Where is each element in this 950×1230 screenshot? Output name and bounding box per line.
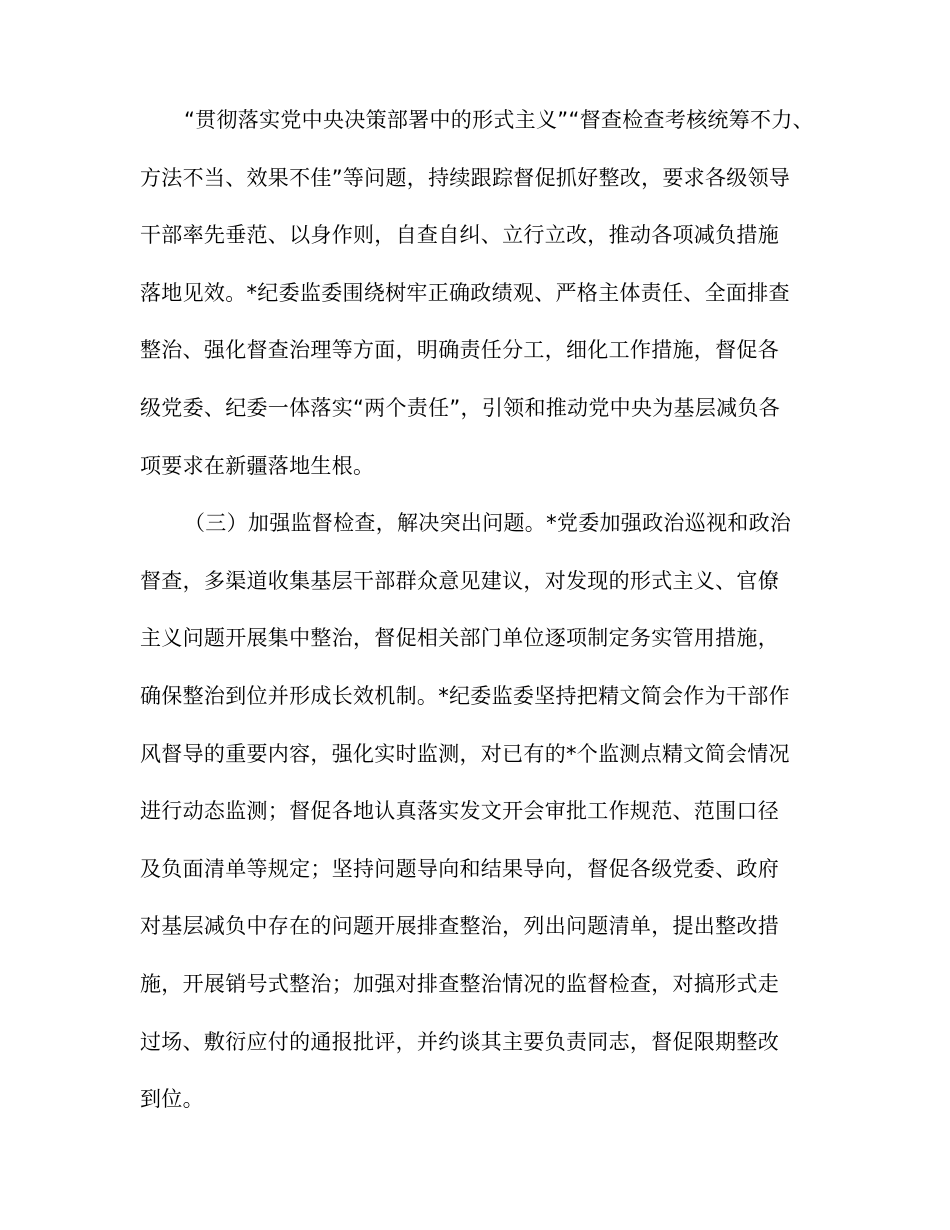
- text-line: 整治、强化督查治理等方面，明确责任分工，细化工作措施，督促各: [140, 338, 779, 363]
- text-line: 进行动态监测；督促各地认真落实发文开会审批工作规范、范围口径: [140, 799, 779, 824]
- section-heading-line: （三）加强监督检查，解决突出问题。*党委加强政治巡视和政治: [184, 511, 792, 536]
- text-line: 到位。: [140, 1087, 204, 1112]
- text-line: 及负面清单等规定；坚持问题导向和结果导向，督促各级党委、政府: [140, 856, 779, 881]
- text-line: 风督导的重要内容，强化实时监测，对已有的*个监测点精文简会情况: [140, 741, 790, 766]
- text-line: 级党委、纪委一体落实“两个责任”，引领和推动党中央为基层减负各: [140, 395, 781, 420]
- text-line: 项要求在新疆落地生根。: [140, 453, 375, 478]
- paragraph-section-three: [140, 495, 820, 1129]
- text-line: 对基层减负中存在的问题开展排查整治，列出问题清单，提出整改措: [140, 914, 779, 939]
- text-line: 方法不当、效果不佳”等问题，持续跟踪督促抓好整改，要求各级领导: [140, 165, 791, 190]
- text-line: “贯彻落实党中央决策部署中的形式主义”“督查检查考核统筹不力、: [184, 108, 814, 132]
- text-line: 施，开展销号式整治；加强对排查整治情况的监督检查，对搞形式走: [140, 971, 779, 996]
- text-line: 督查，多渠道收集基层干部群众意见建议，对发现的形式主义、官僚: [140, 568, 779, 593]
- text-line: 落地见效。*纪委监委围绕树牢正确政绩观、严格主体责任、全面排查: [140, 280, 790, 305]
- text-line: 干部率先垂范、以身作则，自查自纠、立行立改，推动各项减负措施: [140, 223, 779, 248]
- text-line: 过场、敷衍应付的通报批评，并约谈其主要负责同志，督促限期整改: [140, 1029, 779, 1054]
- paragraph-continuation: [140, 92, 820, 495]
- text-line: 主义问题开展集中整治，督促相关部门单位逐项制定务实管用措施，: [140, 626, 779, 651]
- document-body: [140, 92, 820, 1129]
- text-line: 确保整治到位并形成长效机制。*纪委监委坚持把精文简会作为干部作: [140, 683, 790, 708]
